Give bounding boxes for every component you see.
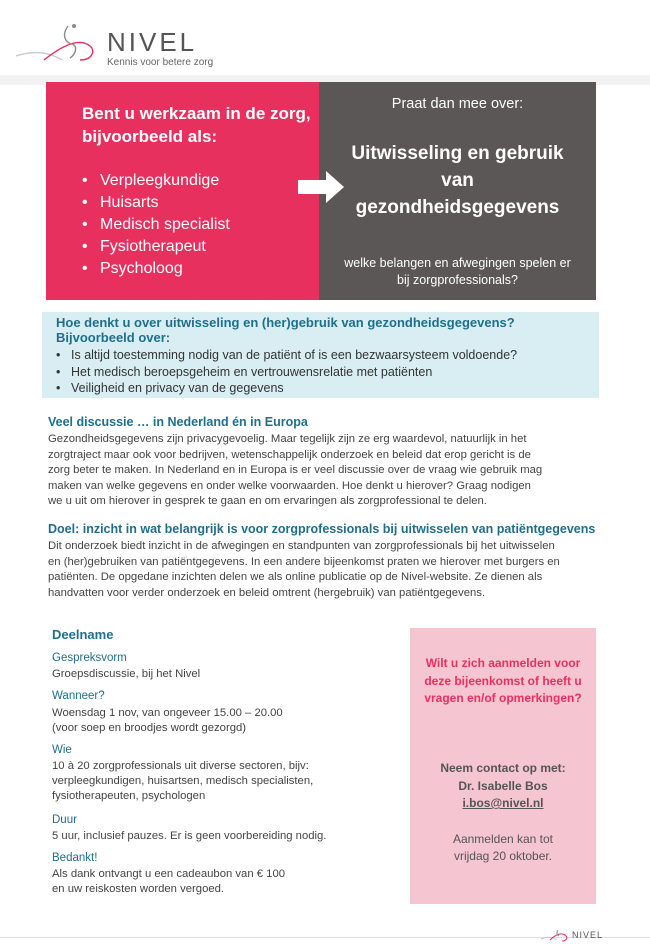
- paragraph-line: zorgtraject maar ook voor bedrijven, wetenschappelijk onderzoek en beleid dat erop gericht is de: [48, 448, 531, 461]
- thanks-label: Bedankt!: [52, 852, 98, 864]
- value-line: Groepsdiscussie, bij het Nivel: [52, 668, 201, 680]
- format-label: Gespreksvorm: [52, 652, 127, 664]
- who-value: [52, 759, 382, 804]
- hero-audience-title: Bent u werkzaam in de zorg, bijvoorbeeld als:: [82, 104, 311, 146]
- hero-topic-title: Uitwisseling en gebruik van gezondheidsgegevens: [351, 143, 564, 218]
- paragraph-line: Dit onderzoek biedt inzicht in de afwegingen en standpunten van zorgprofessionals bij het uitwisselen: [48, 540, 555, 552]
- arrow-right-icon: [296, 169, 346, 205]
- section-discussion-body: [48, 432, 608, 510]
- value-line: 10 à 20 zorgprofessionals uit diverse sectoren, bijv:: [52, 760, 309, 772]
- contact-call-to-action: Wilt u zich aanmelden voor deze bijeenkomst of heeft u vragen en/of opmerkingen?: [424, 656, 582, 705]
- contact-panel: [410, 628, 596, 904]
- question-list: [56, 347, 517, 397]
- nivel-logo-icon: [14, 20, 106, 66]
- brand-tagline: Kennis voor betere zorg: [107, 57, 214, 68]
- thanks-value: [52, 867, 382, 897]
- when-value: [52, 706, 382, 736]
- value-line: Als dank ontvangt u een cadeaubon van € 100: [52, 868, 286, 880]
- hero-audience-panel: [46, 82, 319, 300]
- contact-name: Dr. Isabelle Bos: [458, 779, 548, 793]
- participation-title: Deelname: [52, 627, 114, 642]
- value-line: 5 uur, inclusief pauzes. Er is geen voorbereiding nodig.: [52, 830, 327, 842]
- question-item: • Het medisch beroepsgeheim en vertrouwensrelatie met patiënten: [56, 364, 517, 381]
- profession-item: • Huisarts: [82, 192, 230, 214]
- profession-item: • Medisch specialist: [82, 214, 230, 236]
- footer-brand-name: NIVEL: [572, 930, 604, 940]
- when-label: Wanneer?: [52, 690, 105, 702]
- hero-topic-panel: [319, 82, 596, 300]
- profession-item: • Psycholoog: [82, 258, 230, 280]
- deadline-line: vrijdag 20 oktober.: [453, 849, 553, 863]
- hero-topic-intro: Praat dan mee over:: [391, 96, 524, 112]
- paragraph-line: we u uit om hierover in gesprek te gaan en om ervaringen als zorgprofessional te delen.: [48, 495, 487, 507]
- question-item: • Veiligheid en privacy van de gegevens: [56, 380, 517, 397]
- paragraph-line: zorg beter te maken. In Nederland en in Europa is er veel discussie over de vraag wie gebruik mag: [48, 464, 543, 476]
- format-value: [52, 667, 382, 682]
- paragraph-line: handvatten voor verder onderzoek en beleid omtrent (hergebruik) van patiëntgegevens.: [48, 586, 486, 599]
- nivel-logo-small-icon: [540, 928, 570, 942]
- duration-value: [52, 829, 382, 844]
- hero-topic-subtitle: welke belangen en afwegingen spelen er bij zorgprofessionals?: [344, 256, 571, 287]
- value-line: en uw reiskosten worden vergoed.: [52, 883, 225, 895]
- paragraph-line: en (her)gebruiken van patiëntgegevens. In een andere bijeenkomst praten we hierover met burgers en: [48, 555, 560, 568]
- question-subtitle: Bijvoorbeeld over:: [56, 330, 171, 345]
- value-line: (voor soep en broodjes wordt gezorgd): [52, 722, 247, 734]
- question-title: Hoe denkt u over uitwisseling en (her)gebruik van gezondheidsgegevens?: [56, 315, 515, 330]
- paragraph-line: patiënten. De opgedane inzichten delen we als online publicatie op de Nivel-website. Ze dienen als: [48, 571, 543, 583]
- contact-heading: Neem contact op met:: [440, 761, 566, 775]
- section-discussion-title: Veel discussie … in Nederland én in Europa: [48, 415, 308, 429]
- value-line: Woensdag 1 nov, van ongeveer 15.00 – 20.00: [52, 707, 283, 719]
- profession-list: [82, 170, 230, 280]
- paragraph-line: maken van welke gegevens en onder welke voorwaarden. Hoe denkt u hierover? Graag nodigen: [48, 479, 531, 492]
- who-label: Wie: [52, 744, 72, 756]
- signup-deadline: [410, 831, 596, 865]
- profession-item: • Fysiotherapeut: [82, 236, 230, 258]
- question-panel: [42, 312, 599, 398]
- brand-name: NIVEL: [107, 27, 198, 57]
- duration-label: Duur: [52, 814, 77, 826]
- value-line: verpleegkundigen, huisartsen, medisch specialisten,: [52, 775, 314, 787]
- value-line: fysiotherapeuten, psychologen: [52, 790, 206, 802]
- section-goal-title: Doel: inzicht in wat belangrijk is voor zorgprofessionals bij uitwisselen van patiëntgegevens: [48, 522, 596, 536]
- question-item: • Is altijd toestemming nodig van de patiënt of is een bezwaarsysteem voldoende?: [56, 347, 517, 364]
- contact-email-link[interactable]: i.bos@nivel.nl: [462, 796, 544, 810]
- paragraph-line: Gezondheidsgegevens zijn privacygevoelig. Maar tegelijk zijn ze erg waardevol, natuurlijk in het: [48, 433, 527, 445]
- deadline-line: Aanmelden kan tot: [452, 832, 554, 846]
- profession-item: • Verpleegkundige: [82, 170, 230, 192]
- section-goal-body: [48, 539, 608, 601]
